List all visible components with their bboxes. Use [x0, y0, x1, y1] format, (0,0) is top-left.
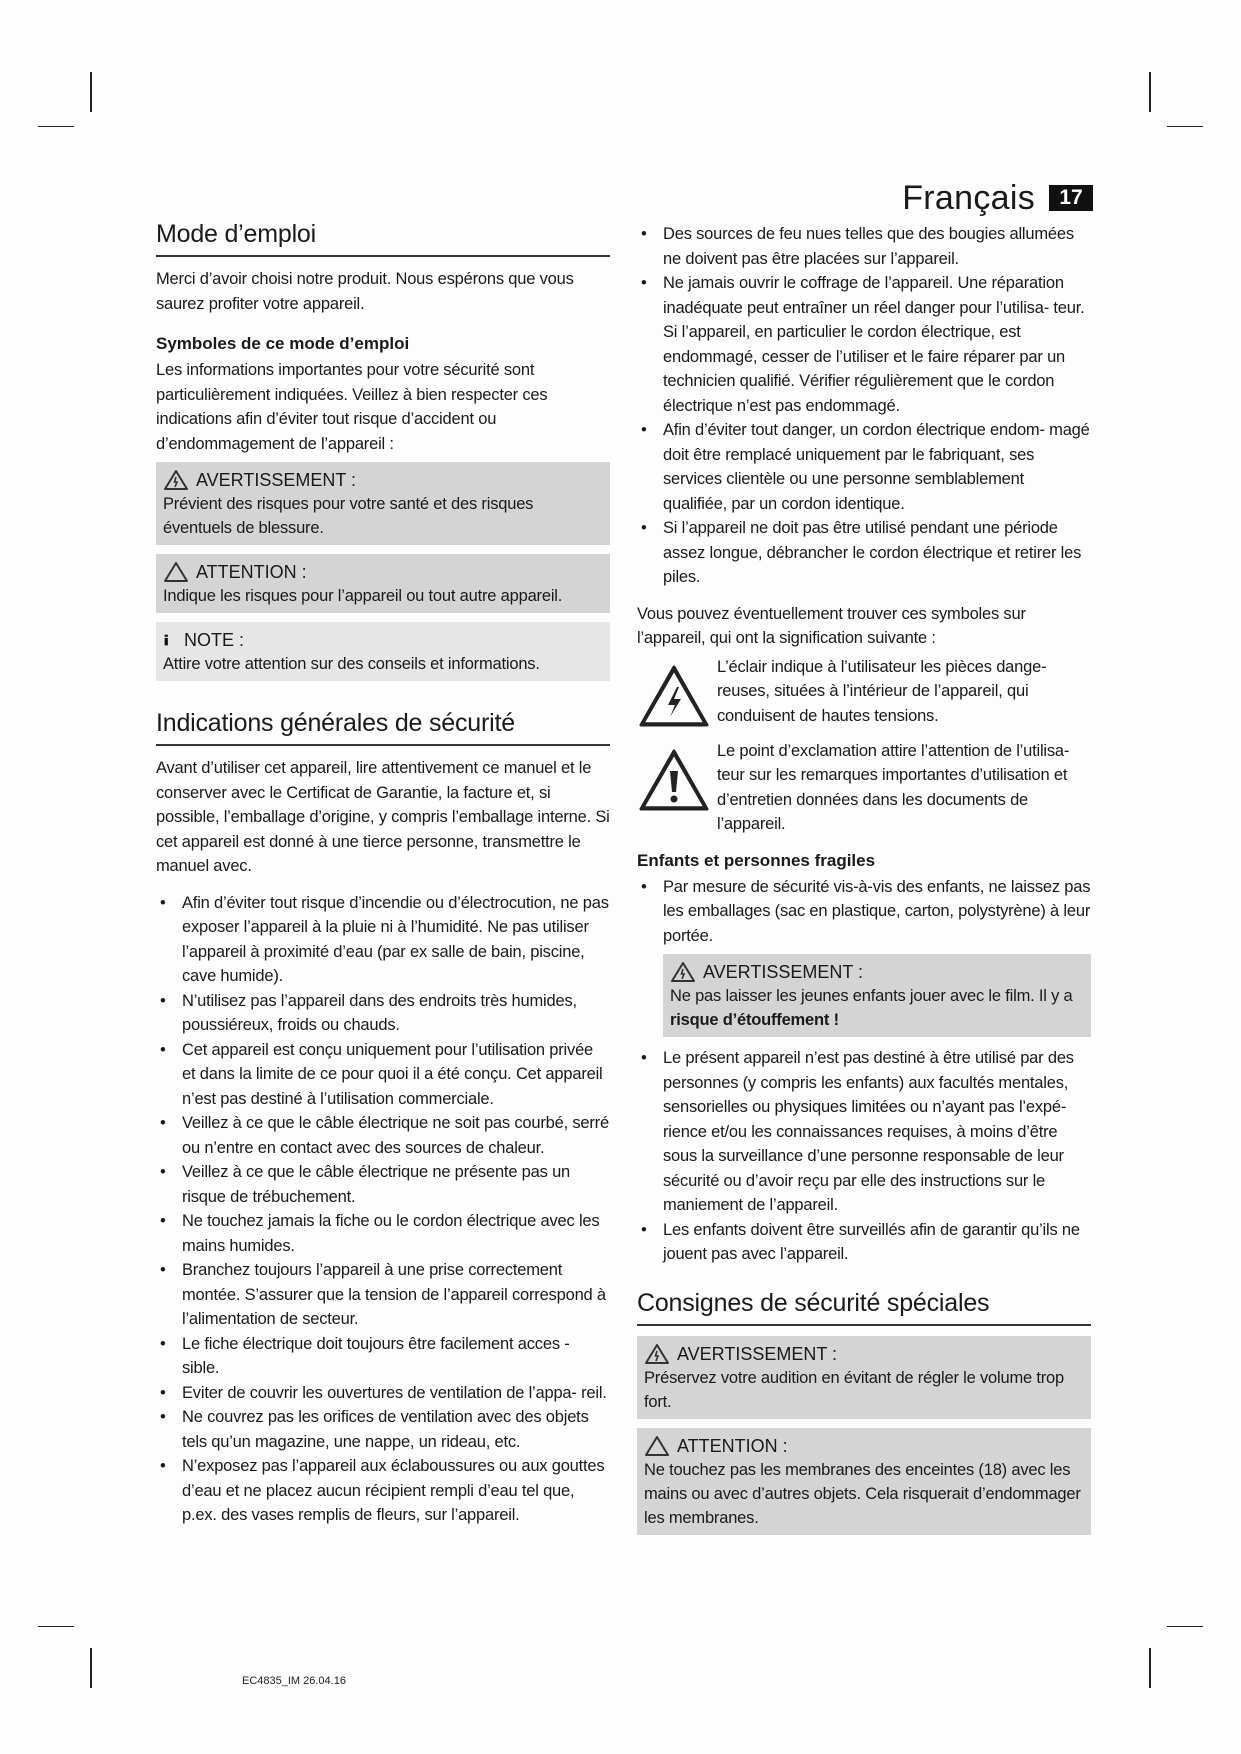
warning-text-bold: risque d’étouffement !	[670, 1011, 839, 1029]
children-warning-box	[663, 954, 1091, 1037]
list-item: • Cet appareil est conçu uniquement pour l’utilisation privée et dans la limite de ce pour quoi il a été conçu. Cet appareil n’est pas destiné à l’utilisation commerciale.	[156, 1038, 610, 1112]
enfants-heading: Enfants et personnes fragiles	[637, 850, 876, 870]
exclamation-symbol-row	[637, 739, 1091, 837]
exclamation-warning-icon	[637, 745, 711, 817]
list-item: • Si l’appareil ne doit pas être utilisé pendant une période assez longue, débrancher le cordon électrique et retirer les piles.	[637, 516, 1091, 590]
warning-text-main: Ne pas laisser les jeunes enfants jouer avec le film. Il y a	[670, 987, 1073, 1005]
note-text: Attire votre attention sur des conseils et informations.	[163, 655, 540, 673]
enfants-list	[637, 875, 1091, 949]
list-item: • Le présent appareil n’est pas destiné à être utilisé par des personnes (y compris les enfants) aux facultés mentales, sensorielles ou physiques limitées ou n’ayant pas l’expé- rience et/ou les connaissances requises, à moins d’être sous la surveillance d’une personne responsable de leur sécurité ou d’avoir reçu par elle des instructions sur le maniement de l’appareil.	[637, 1046, 1091, 1218]
lightning-symbol-text: L’éclair indique à l’utilisateur les pièces dange- reuses, situées à l’intérieur de l’appareil, qui conduisent de hautes tensions.	[717, 657, 1047, 725]
attention-title: ATTENTION :	[677, 1435, 788, 1456]
list-item: • Les enfants doivent être surveillés afin de garantir qu’ils ne jouent pas avec l’appareil.	[637, 1218, 1091, 1267]
list-item: • Ne couvrez pas les orifices de ventilation avec des objets tels qu’un magazine, une nappe, un rideau, etc.	[156, 1405, 610, 1454]
page-number: 17	[1049, 185, 1093, 211]
section-title-mode-emploi: Mode d’emploi	[156, 220, 610, 257]
crop-mark	[90, 1648, 92, 1688]
attention-box	[156, 554, 610, 613]
symbols-intro: Vous pouvez éventuellement trouver ces symboles sur l’appareil, qui ont la signification suivante :	[637, 604, 1026, 647]
section-title-indications: Indications générales de sécurité	[156, 709, 610, 746]
warning-triangle-icon	[644, 1343, 670, 1365]
warning-triangle-icon	[670, 961, 696, 983]
list-item: • Des sources de feu nues telles que des bougies allumées ne doivent pas être placées sur l’appareil.	[637, 222, 1091, 271]
list-item: • N’exposez pas l’appareil aux éclaboussures ou aux gouttes d’eau et ne placez aucun récipient rempli d’eau tel que, p.ex. des vases remplis de fleurs, sur l’appareil.	[156, 1454, 610, 1528]
list-item: • N’utilisez pas l’appareil dans des endroits très humides, poussiéreux, froids ou chauds.	[156, 989, 610, 1038]
indications-list	[156, 891, 610, 1528]
language-label: Français	[902, 178, 1035, 217]
list-item: • Par mesure de sécurité vis-à-vis des enfants, ne laissez pas les emballages (sac en plastique, carton, polystyrène) à leur portée.	[637, 875, 1091, 949]
info-icon	[163, 629, 177, 651]
attention-text: Ne touchez pas les membranes des enceintes (18) avec les mains ou avec d’autres objets. Cela risquerait d’endommager les membranes.	[644, 1460, 1081, 1527]
warning-title: AVERTISSEMENT :	[196, 470, 357, 490]
enfants-list-2	[637, 1046, 1091, 1267]
crop-mark	[90, 72, 92, 112]
volume-warning-box	[637, 1336, 1091, 1419]
crop-mark	[1149, 72, 1151, 112]
membrane-attention-box	[637, 1428, 1091, 1535]
section-title-consignes: Consignes de sécurité spéciales	[637, 1289, 1091, 1326]
list-item: • Afin d’éviter tout danger, un cordon électrique endom- magé doit être remplacé uniquement par le fabriquant, ses services clientèle ou une personne semblablement qualifiée, par un cordon identique.	[637, 418, 1091, 516]
list-item: • Veillez à ce que le câble électrique ne soit pas courbé, serré ou n’entre en contact avec des sources de chaleur.	[156, 1111, 610, 1160]
list-item: • Le fiche électrique doit toujours être facilement acces - sible.	[156, 1332, 610, 1381]
symbols-text: Les informations importantes pour votre sécurité sont particulièrement indiquées. Veillez à bien respecter ces indications afin d’éviter tout risque d’accident ou d’endommagement de l’appareil :	[156, 361, 548, 453]
warning-box	[156, 462, 610, 545]
warning-text: Prévient des risques pour votre santé et des risques éventuels de blessure.	[163, 495, 534, 537]
safety-list-continued	[637, 222, 1091, 590]
attention-title: ATTENTION :	[196, 562, 307, 582]
warning-text	[670, 984, 1084, 1032]
symbols-heading: Symboles de ce mode d’emploi	[156, 334, 410, 353]
crop-mark	[1149, 1648, 1151, 1688]
list-item: • Ne jamais ouvrir le coffrage de l’appareil. Une réparation inadéquate peut entraîner un réel danger pour l’utilisa- teur. Si l’appareil, en particulier le cordon électrique, est endommagé, cesser de l’utiliser et le faire réparer par un technicien qualifié. Vérifier régulièrement que le cordon électrique n’est pas endommagé.	[637, 271, 1091, 418]
crop-mark	[1167, 126, 1203, 127]
lightning-symbol-row	[637, 655, 1091, 733]
list-item: • Branchez toujours l’appareil à une prise correctement montée. S’assurer que la tension de l’appareil correspond à l’alimentation de secteur.	[156, 1258, 610, 1332]
indications-intro: Avant d’utiliser cet appareil, lire attentivement ce manuel et le conserver avec le Certificat de Garantie, la facture et, si possible, l’emballage d’origine, y compris l’emballage interne. Si cet appareil est donné à une tierce personne, transmettre le manuel avec.	[156, 759, 610, 875]
list-item: • Ne touchez jamais la fiche ou le cordon électrique avec les mains humides.	[156, 1209, 610, 1258]
crop-mark	[38, 126, 74, 127]
lightning-warning-icon	[637, 661, 711, 733]
attention-triangle-icon	[644, 1435, 670, 1457]
intro-text: Merci d’avoir choisi notre produit. Nous espérons que vous saurez profiter votre appareil.	[156, 270, 574, 313]
crop-mark	[1167, 1626, 1203, 1627]
list-item: • Eviter de couvrir les ouvertures de ventilation de l’appa- reil.	[156, 1381, 610, 1406]
warning-title: AVERTISSEMENT :	[703, 962, 864, 982]
left-column	[156, 220, 610, 1540]
note-title: NOTE :	[184, 630, 245, 650]
page-header	[902, 178, 1093, 218]
list-item: • Afin d’éviter tout risque d’incendie ou d’électrocution, ne pas exposer l’appareil à la pluie ni à l’humidité. Ne pas utiliser l’appareil à proximité d’eau (par ex salle de bain, piscine, cave humide).	[156, 891, 610, 989]
warning-text: Préservez votre audition en évitant de régler le volume trop fort.	[644, 1368, 1064, 1411]
right-column	[637, 222, 1091, 1544]
attention-triangle-icon	[163, 561, 189, 583]
warning-title: AVERTISSEMENT :	[677, 1343, 838, 1364]
warning-triangle-icon	[163, 469, 189, 491]
note-box	[156, 622, 610, 681]
crop-mark	[38, 1626, 74, 1627]
attention-text: Indique les risques pour l’appareil ou tout autre appareil.	[163, 587, 563, 605]
list-item: • Veillez à ce que le câble électrique ne présente pas un risque de trébuchement.	[156, 1160, 610, 1209]
exclamation-symbol-text: Le point d’exclamation attire l’attention de l’utilisa- teur sur les remarques importantes d’utilisation et d’entretien données dans les documents de l’appareil.	[717, 741, 1070, 833]
footer-code: EC4835_IM 26.04.16	[242, 1675, 346, 1687]
